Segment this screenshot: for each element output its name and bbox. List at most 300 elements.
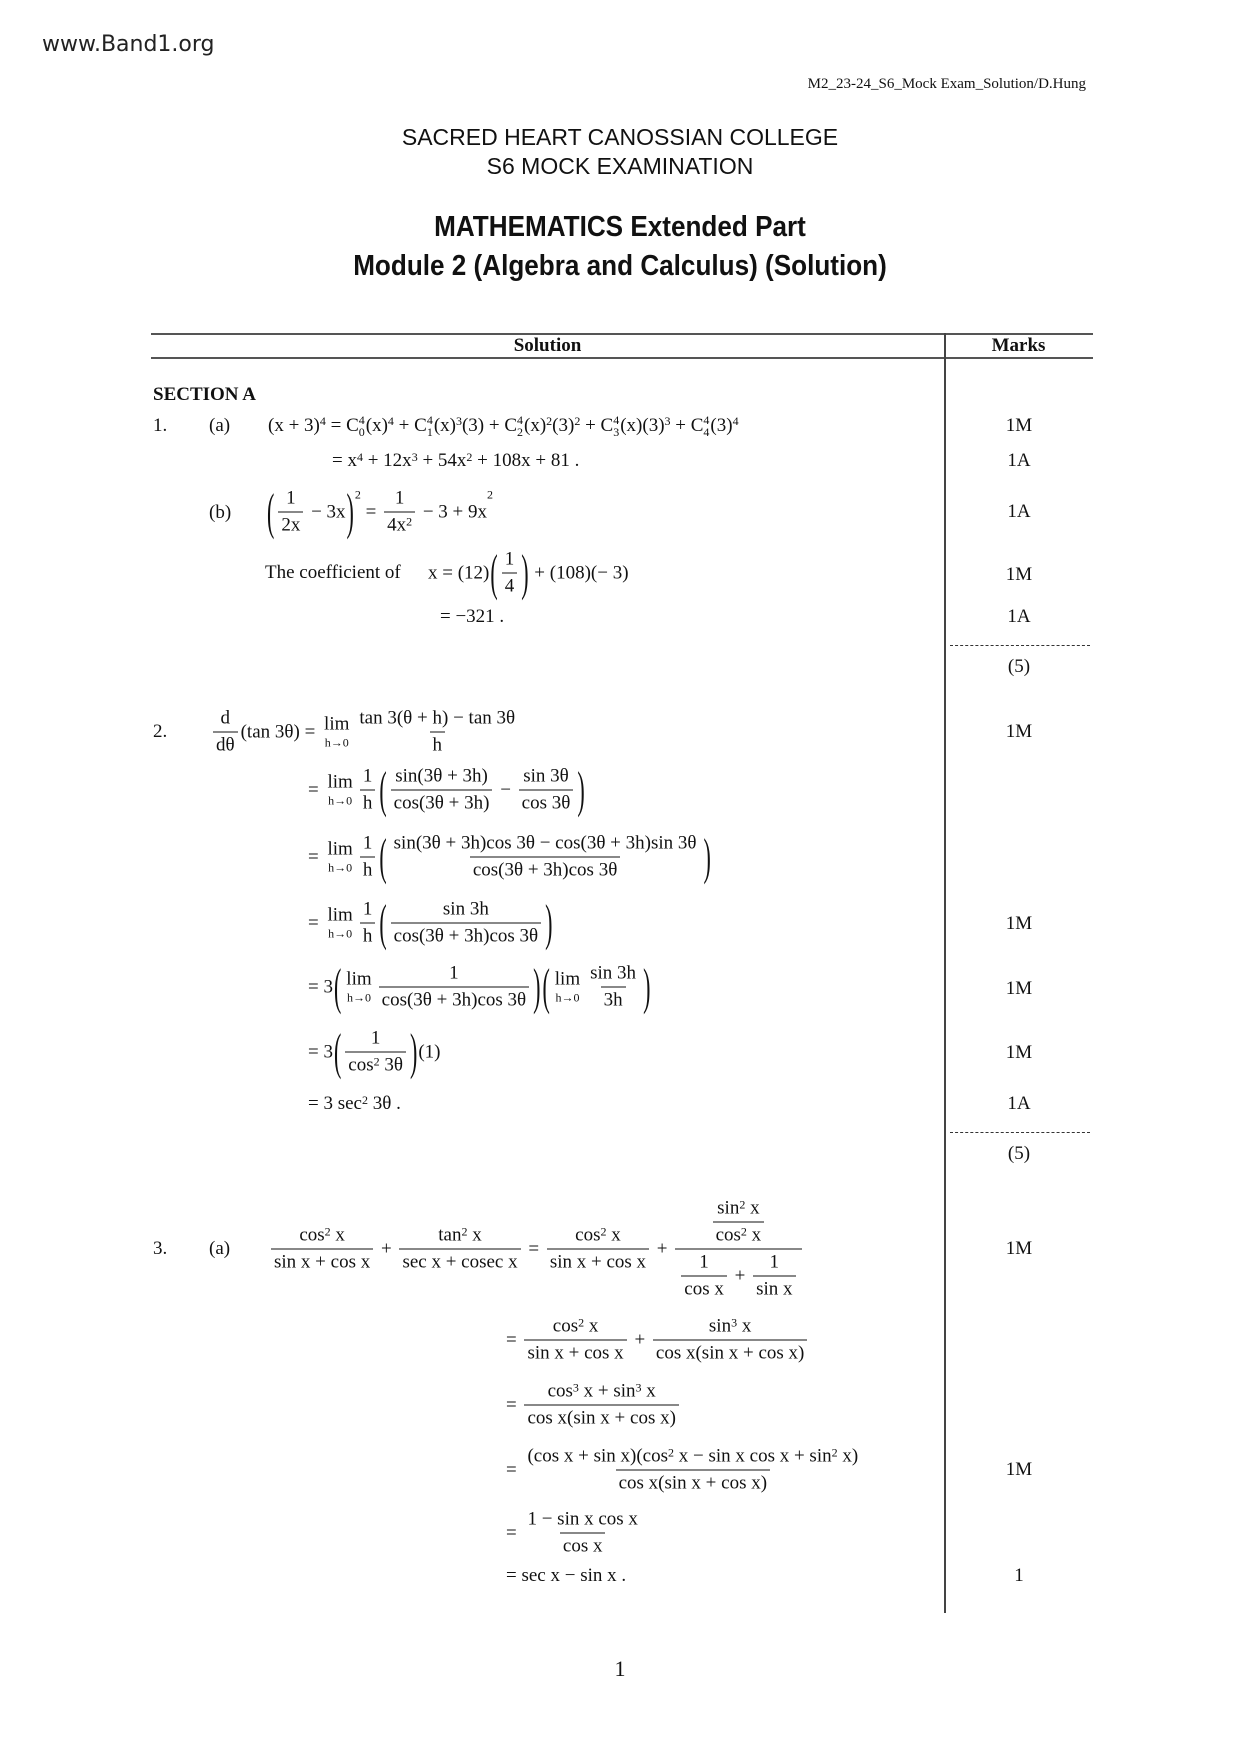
marks-column-divider <box>944 333 946 1613</box>
math-text: + 12x <box>362 450 412 471</box>
math-text: − <box>495 779 516 800</box>
denominator <box>391 790 493 815</box>
math-text: sin x + cos x <box>549 1251 647 1273</box>
q2-line-5 <box>308 957 651 1015</box>
question-number: 1. <box>153 415 168 436</box>
q3a-line-2 <box>506 1316 810 1365</box>
superscript: 3 <box>731 1315 738 1330</box>
superscript: 4 <box>732 414 739 428</box>
part-label: (b) <box>209 502 232 523</box>
superscript: 4 <box>356 450 363 464</box>
binomial-indices <box>517 414 523 438</box>
superscript: 2 <box>373 1054 380 1069</box>
fraction <box>675 1198 801 1301</box>
superscript: 2 <box>600 1224 607 1239</box>
numerator <box>218 708 234 732</box>
fraction <box>524 1446 861 1495</box>
limit-subscript: h→0 <box>346 990 371 1005</box>
binomial-subscript: 2 <box>517 425 524 439</box>
big-parenthesis: ) <box>409 1022 418 1080</box>
fraction <box>360 899 376 948</box>
math-text: 3θ <box>379 1054 403 1076</box>
math-text: x = (12) <box>428 562 490 583</box>
limit <box>327 772 352 809</box>
fraction <box>391 766 493 815</box>
limit-word: lim <box>554 968 581 990</box>
math-text: + C <box>393 415 427 436</box>
numerator <box>283 488 299 512</box>
numerator <box>767 1252 783 1276</box>
denominator <box>519 790 574 815</box>
math-text: x <box>330 1224 345 1246</box>
fraction <box>271 1225 373 1274</box>
math-text: 1 <box>504 548 515 570</box>
mark: 1A <box>1007 1093 1031 1114</box>
math-text: + C <box>670 415 704 436</box>
superscript: 2 <box>487 487 494 502</box>
denominator <box>653 1340 807 1365</box>
big-parenthesis: ) <box>577 760 585 818</box>
school-name: SACRED HEART CANOSSIAN COLLEGE <box>401 124 839 150</box>
solution-column-header: Solution <box>513 335 582 356</box>
fraction <box>360 766 376 815</box>
big-parenthesis: ) <box>521 543 529 601</box>
page-number: 1 <box>614 1656 626 1681</box>
big-parenthesis: ) <box>545 893 553 951</box>
math-text: = <box>506 1329 522 1350</box>
mark: 1A <box>1007 501 1031 522</box>
math-text: cos x(sin x + cos x) <box>655 1342 805 1364</box>
denominator <box>360 857 376 882</box>
math-text: sin 3h <box>590 962 637 984</box>
numerator <box>440 899 492 923</box>
fraction <box>681 1252 727 1301</box>
math-text: 2x <box>281 514 301 536</box>
fraction <box>391 899 541 948</box>
math-text: cos x(sin x + cos x) <box>527 1407 676 1429</box>
math-text: x <box>746 1224 762 1246</box>
limit-subscript: h→0 <box>328 860 353 875</box>
math-text: (3) <box>710 415 733 436</box>
math-text: + 108x + 81 . <box>472 450 580 471</box>
q1b-line-3 <box>440 606 504 628</box>
math-text: x + sin <box>578 1380 636 1402</box>
fraction <box>753 1252 795 1301</box>
denominator <box>524 1405 678 1430</box>
q2-line-6 <box>308 1022 441 1080</box>
denominator <box>753 1276 795 1301</box>
fraction <box>524 1509 640 1558</box>
math-text: sin 3θ <box>523 765 569 787</box>
marks-column-header: Marks <box>991 335 1046 356</box>
math-text: (1) <box>418 1041 441 1062</box>
big-parenthesis: ( <box>379 827 387 885</box>
numerator <box>296 1225 348 1249</box>
q3a-line-3 <box>506 1381 682 1430</box>
math-text: cos(3θ + 3h) <box>393 792 490 814</box>
superscript: 2 <box>354 487 361 502</box>
math-text: (tan 3θ) = <box>240 721 321 742</box>
math-text: cos <box>547 1380 573 1402</box>
superscript: 3 <box>455 414 462 428</box>
math-text: cos <box>299 1224 325 1246</box>
math-text: = <box>308 912 324 933</box>
denominator <box>675 1249 801 1301</box>
binomial-subscript: 0 <box>358 425 365 439</box>
numerator <box>502 549 518 573</box>
binomial-superscript: 4 <box>358 413 365 427</box>
fraction <box>713 1198 765 1247</box>
denominator <box>278 512 303 537</box>
q1a-line-2 <box>332 450 579 472</box>
big-parenthesis: ) <box>533 957 541 1015</box>
big-parenthesis: ( <box>333 1022 342 1080</box>
part-label: (a) <box>209 415 231 436</box>
fraction <box>384 488 415 537</box>
q2-line-7 <box>308 1093 401 1115</box>
math-text: 1 <box>449 962 459 984</box>
denominator <box>360 923 376 948</box>
subject-title: MATHEMATICS Extended Part <box>434 211 806 243</box>
math-text: + <box>652 1238 673 1259</box>
mark: 1M <box>1005 415 1033 436</box>
math-text: = <box>523 1238 544 1259</box>
math-text: cos 3θ <box>521 792 571 814</box>
math-text: x <box>641 1380 656 1402</box>
mark: 1A <box>1007 606 1031 627</box>
mark: 1M <box>1005 1459 1033 1480</box>
math-text: sin x + cos x <box>274 1251 371 1273</box>
limit-word: lim <box>346 968 372 990</box>
math-text: (cos x + sin x)(cos <box>527 1445 668 1467</box>
superscript: 2 <box>668 1445 674 1460</box>
numerator <box>714 1198 762 1222</box>
big-parenthesis: ) <box>643 957 651 1015</box>
math-text: tan <box>438 1224 462 1246</box>
big-parenthesis: ) <box>346 482 354 540</box>
question-number: 2. <box>153 721 168 742</box>
subtotal-divider <box>950 645 1090 646</box>
math-text: (3) + C <box>461 415 518 436</box>
math-text: dθ <box>216 734 235 756</box>
math-text: = −321 . <box>440 606 505 627</box>
numerator <box>392 766 491 790</box>
binomial-indices <box>359 414 365 438</box>
math-text: − 3 + 9x <box>418 501 488 522</box>
q3a-line-5 <box>506 1509 644 1558</box>
fraction <box>587 963 639 1012</box>
math-text: (x) <box>433 415 456 436</box>
denominator <box>470 857 620 882</box>
section-heading: SECTION A <box>153 384 256 405</box>
math-text: cos <box>552 1315 579 1337</box>
math-text: cos <box>575 1224 601 1246</box>
fraction <box>502 549 518 598</box>
math-text: cos <box>715 1224 741 1246</box>
q3a-line-6 <box>506 1565 626 1587</box>
math-text: (x) <box>365 415 388 436</box>
superscript: 3 <box>635 1380 642 1395</box>
math-text: 1 <box>699 1251 709 1273</box>
superscript: 2 <box>831 1445 838 1460</box>
math-text: (3) <box>552 415 575 436</box>
denominator <box>345 1052 406 1077</box>
binomial-superscript: 4 <box>426 413 433 427</box>
math-text: x <box>745 1197 760 1219</box>
denominator <box>524 1340 626 1365</box>
denominator <box>399 1249 520 1274</box>
denominator <box>379 987 529 1012</box>
math-text: (x + 3) <box>268 415 320 436</box>
limit-word: lim <box>327 771 353 793</box>
math-text: sin x <box>756 1278 793 1300</box>
numerator <box>572 1225 624 1249</box>
math-text: x <box>584 1315 599 1337</box>
binomial-subscript: 1 <box>426 425 433 439</box>
binomial-superscript: 4 <box>613 413 620 427</box>
math-text: tan 3(θ + h) − tan 3θ <box>359 707 516 729</box>
denominator <box>713 1222 765 1247</box>
question-total: (5) <box>1007 1143 1031 1164</box>
mark: 1M <box>1005 978 1033 999</box>
big-parenthesis: ( <box>490 543 498 601</box>
denominator <box>601 987 626 1012</box>
q1a-line-1 <box>268 414 739 438</box>
binomial-indices <box>703 414 709 438</box>
math-text: 1 <box>769 1251 780 1273</box>
limit-subscript: h→0 <box>555 990 580 1005</box>
q1b-line-2 <box>428 543 629 601</box>
fraction <box>524 1316 626 1365</box>
limit <box>327 905 352 942</box>
math-text: = <box>506 1394 522 1415</box>
denominator <box>681 1276 727 1301</box>
mark: 1M <box>1005 1042 1033 1063</box>
numerator <box>524 1509 640 1533</box>
question-total: (5) <box>1007 656 1031 677</box>
exam-name: S6 MOCK EXAMINATION <box>486 153 754 179</box>
q3a-line-4 <box>506 1446 864 1495</box>
limit-word: lim <box>327 838 353 860</box>
denominator <box>560 1533 606 1558</box>
fraction <box>399 1225 520 1274</box>
numerator <box>360 766 376 790</box>
big-parenthesis: ( <box>267 482 275 540</box>
math-text: = 3 sec <box>308 1093 362 1114</box>
math-text: 3h <box>603 989 623 1011</box>
math-text: + (108)(− 3) <box>529 562 629 583</box>
limit-word: lim <box>327 904 353 926</box>
numerator <box>545 1381 659 1405</box>
table-header-rule <box>151 357 1093 359</box>
binomial-indices <box>427 414 433 438</box>
limit-word: lim <box>324 713 350 735</box>
binomial-subscript: 4 <box>703 425 710 439</box>
superscript: 2 <box>324 1224 331 1239</box>
math-text: cos x(sin x + cos x) <box>618 1472 768 1494</box>
denominator <box>384 512 415 537</box>
superscript: 2 <box>406 514 413 529</box>
math-text: cos(3θ + 3h)cos 3θ <box>381 989 527 1011</box>
math-text: cos(3θ + 3h)cos 3θ <box>393 925 539 947</box>
math-text: = <box>308 779 324 800</box>
superscript: 2 <box>466 450 473 464</box>
math-text: + <box>376 1238 397 1259</box>
math-text: 3θ . <box>367 1093 401 1114</box>
coefficient-label: The coefficient of <box>265 562 401 583</box>
math-text: d <box>220 707 231 729</box>
math-text: (x) <box>524 415 547 436</box>
module-title: Module 2 (Algebra and Calculus) (Solution) <box>353 250 887 282</box>
fraction <box>391 833 700 882</box>
math-text: x <box>467 1224 482 1246</box>
fraction <box>278 488 303 537</box>
numerator <box>391 833 700 857</box>
fraction <box>360 833 376 882</box>
math-text: = C <box>325 415 359 436</box>
denominator <box>213 732 238 757</box>
math-text: = <box>506 1522 522 1543</box>
q2-line-2 <box>308 760 586 818</box>
binomial-superscript: 4 <box>517 413 524 427</box>
big-parenthesis: ( <box>379 760 387 818</box>
math-text: x − sin x cos x + sin <box>674 1445 832 1467</box>
superscript: 2 <box>739 1197 746 1212</box>
math-text: − 3x <box>306 501 346 522</box>
math-text: = <box>308 846 324 867</box>
math-text: = x <box>332 450 357 471</box>
subtotal-divider <box>950 1132 1090 1133</box>
math-text: 1 <box>362 898 373 920</box>
math-text: h <box>362 859 373 881</box>
numerator <box>707 1198 771 1249</box>
limit <box>555 969 580 1006</box>
numerator <box>392 488 408 512</box>
numerator <box>524 1446 861 1470</box>
limit-subscript: h→0 <box>328 793 353 808</box>
part-label: (a) <box>209 1238 231 1259</box>
math-text: 1 <box>394 487 405 509</box>
denominator <box>502 573 518 598</box>
math-text: x) <box>837 1445 859 1467</box>
mark: 1M <box>1005 913 1033 934</box>
superscript: 4 <box>319 414 326 428</box>
denominator <box>391 923 541 948</box>
big-parenthesis: ( <box>333 957 342 1015</box>
math-text: h <box>362 792 373 814</box>
math-text: (x)(3) <box>620 415 665 436</box>
math-text: 1 <box>362 832 373 854</box>
q3a-line-1 <box>268 1198 805 1301</box>
numerator <box>587 963 639 987</box>
numerator <box>550 1316 602 1340</box>
superscript: 2 <box>574 414 581 428</box>
numerator <box>360 833 376 857</box>
superscript: 3 <box>572 1380 579 1395</box>
numerator <box>368 1028 384 1052</box>
mark: 1M <box>1005 564 1033 585</box>
superscript: 4 <box>387 414 394 428</box>
denominator <box>360 790 376 815</box>
superscript: 2 <box>740 1224 747 1239</box>
math-text: 4x <box>387 514 407 536</box>
math-text: sin(3θ + 3h)cos 3θ − cos(3θ + 3h)sin 3θ <box>393 832 697 854</box>
big-parenthesis: ( <box>379 893 387 951</box>
q1b-line-1 <box>266 482 494 540</box>
math-text: = <box>506 1459 522 1480</box>
fraction <box>379 963 529 1012</box>
math-text: cos(3θ + 3h)cos 3θ <box>472 859 618 881</box>
superscript: 3 <box>411 450 418 464</box>
numerator <box>696 1252 712 1276</box>
math-text: 1 <box>286 487 296 509</box>
math-text: + <box>729 1265 751 1286</box>
limit <box>346 969 371 1006</box>
denominator <box>271 1249 373 1274</box>
numerator <box>356 708 518 732</box>
fraction <box>653 1316 807 1365</box>
math-text: sin <box>717 1197 740 1219</box>
binomial-indices <box>613 414 619 438</box>
limit-subscript: h→0 <box>328 926 353 941</box>
superscript: 3 <box>664 414 671 428</box>
math-text: = sec x − sin x . <box>506 1565 627 1586</box>
math-text: + 54x <box>417 450 467 471</box>
superscript: 2 <box>546 414 553 428</box>
fraction <box>519 766 574 815</box>
fraction <box>547 1225 649 1274</box>
fraction <box>213 708 238 757</box>
watermark: www.Band1.org <box>42 32 215 57</box>
math-text: x <box>737 1315 752 1337</box>
numerator <box>360 899 376 923</box>
superscript: 2 <box>361 1093 368 1107</box>
math-text: cos x <box>562 1535 603 1557</box>
math-text: sin(3θ + 3h) <box>395 765 488 787</box>
fraction <box>524 1381 678 1430</box>
math-text: = <box>360 501 382 522</box>
math-text: h <box>432 734 442 756</box>
math-text: sin <box>708 1315 732 1337</box>
numerator <box>706 1316 754 1340</box>
denominator <box>616 1470 770 1495</box>
mark: 1 <box>1014 1565 1024 1586</box>
mark: 1M <box>1005 721 1033 742</box>
math-text: 1 <box>370 1027 381 1049</box>
superscript: 2 <box>578 1315 585 1330</box>
numerator <box>435 1225 484 1249</box>
q2-line-3 <box>308 827 712 885</box>
math-text: + C <box>580 415 614 436</box>
math-text: sec x + cosec x <box>402 1251 518 1273</box>
math-text: cos x <box>684 1278 724 1300</box>
big-parenthesis: ( <box>542 957 550 1015</box>
math-text: 1 <box>362 765 373 787</box>
document-reference: M2_23-24_S6_Mock Exam_Solution/D.Hung <box>807 76 1086 92</box>
denominator <box>547 1249 649 1274</box>
mark: 1M <box>1005 1238 1033 1259</box>
denominator <box>430 732 446 757</box>
mark: 1A <box>1007 450 1031 471</box>
math-text: 4 <box>504 575 515 597</box>
math-text: h <box>362 925 373 947</box>
math-text: cos <box>348 1054 374 1076</box>
numerator <box>446 963 462 987</box>
fraction <box>345 1028 406 1077</box>
superscript: 2 <box>461 1224 468 1239</box>
math-text: x <box>606 1224 621 1246</box>
math-text: 1 − sin x cos x <box>527 1508 638 1530</box>
